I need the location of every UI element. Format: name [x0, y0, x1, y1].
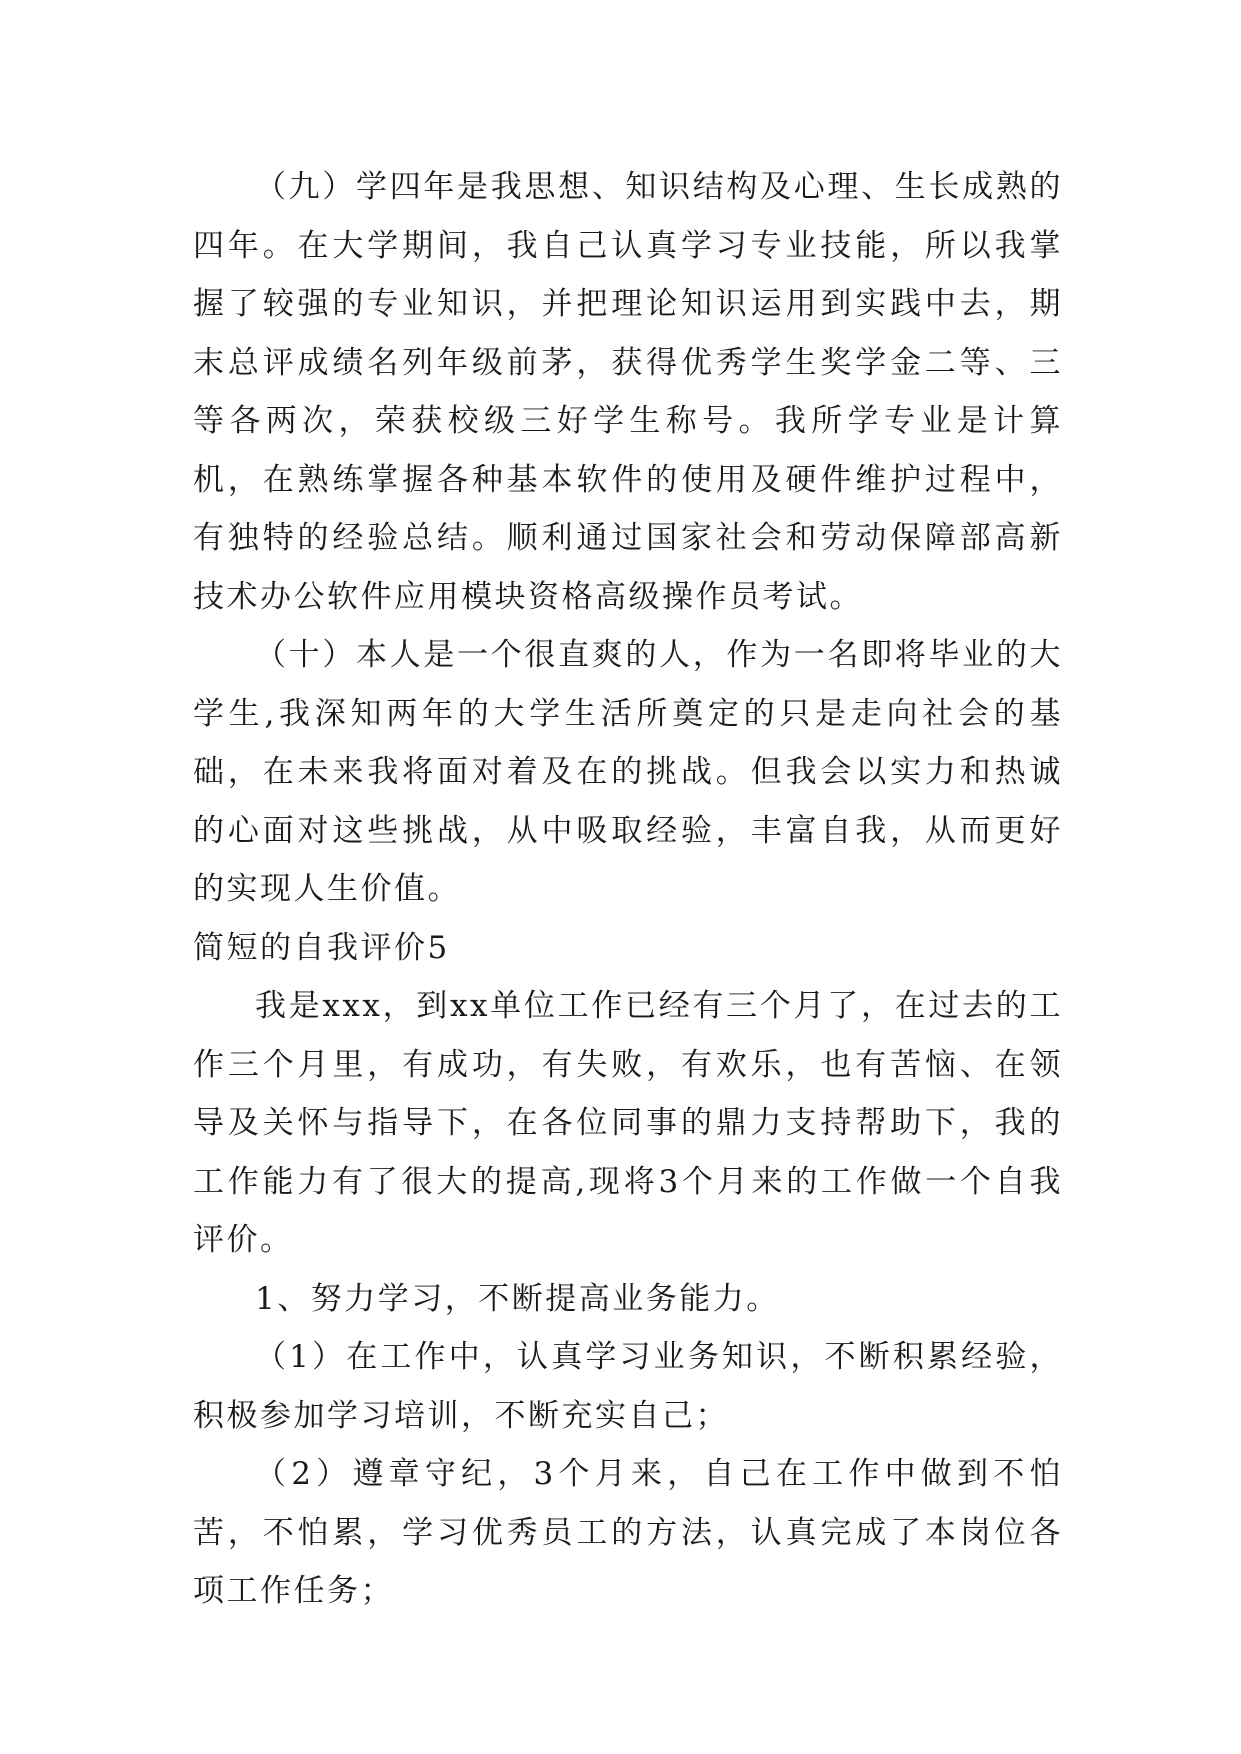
- paragraph-intro: 我是xxx，到xx单位工作已经有三个月了，在过去的工作三个月里，有成功，有失败，有欢乐，也有苦恼、在领导及关怀与指导下，在各位同事的鼎力支持帮助下，我的工作能力有了很大的提高,现将3个月来的工作做一个自我评价。: [193, 988, 1063, 1258]
- document-body: [193, 158, 1063, 1621]
- section-heading: 简短的自我评价5: [193, 929, 450, 966]
- list-item-study: 1、努力学习，不断提高业务能力。: [255, 1280, 780, 1317]
- paragraph-ten: （十）本人是一个很直爽的人，作为一名即将毕业的大学生,我深知两年的大学生活所奠定的只是走向社会的基础，在未来我将面对着及在的挑战。但我会以实力和热诚的心面对这些挑战，从中吸取经验，丰富自我，从而更好的实现人生价值。: [193, 637, 1063, 907]
- list-item-1: （1）在工作中，认真学习业务知识，不断积累经验，积极参加学习培训，不断充实自己；: [193, 1339, 1063, 1434]
- list-item-2: （2）遵章守纪，3个月来，自己在工作中做到不怕苦，不怕累，学习优秀员工的方法，认真完成了本岗位各项工作任务；: [193, 1456, 1063, 1609]
- paragraph-nine: （九）学四年是我思想、知识结构及心理、生长成熟的四年。在大学期间，我自己认真学习专业技能，所以我掌握了较强的专业知识，并把理论知识运用到实践中去，期末总评成绩名列年级前茅，获得优秀学生奖学金二等、三等各两次，荣获校级三好学生称号。我所学专业是计算机，在熟练掌握各种基本软件的使用及硬件维护过程中，有独特的经验总结。顺利通过国家社会和劳动保障部高新技术办公软件应用模块资格高级操作员考试。: [193, 169, 1063, 615]
